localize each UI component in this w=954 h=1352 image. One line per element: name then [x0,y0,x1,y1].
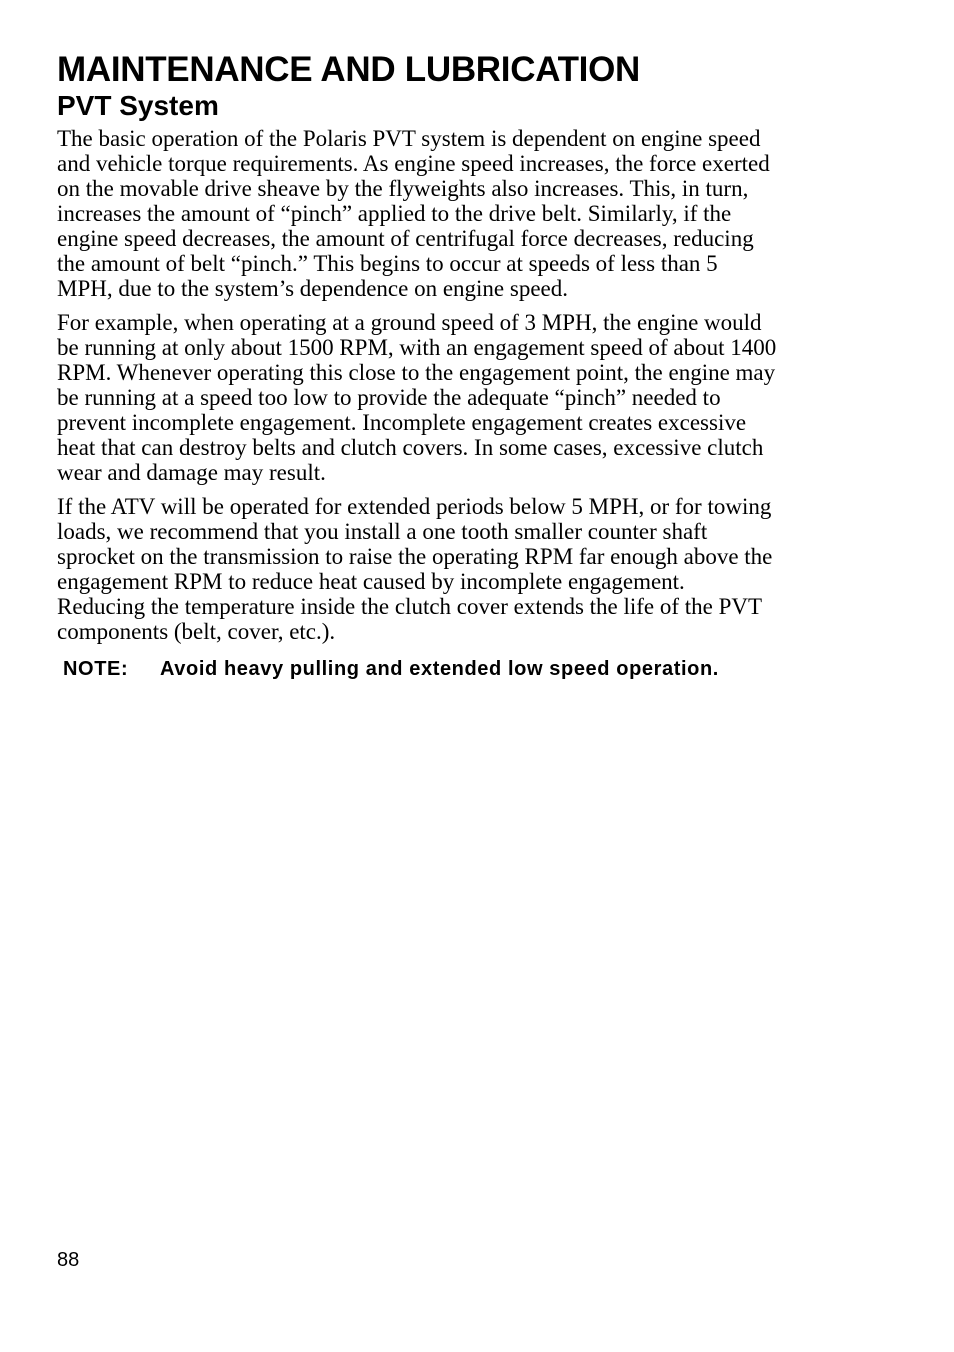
section-subtitle: PVT System [57,90,219,121]
section-title: MAINTENANCE AND LUBRICATION [57,50,640,89]
page-content [57,50,777,681]
paragraph-example: For example, when operating at a ground speed of 3 MPH, the engine would be running at only about 1500 RPM, with an engagement speed of about 1400 RPM. Whenever operating this close to the engagement point, the engine may be running at a speed too low to provide the adequate “pinch” needed to prevent incomplete engagement. Incomplete engagement creates excessive heat that can destroy belts and clutch covers. In some cases, excessive clutch wear and damage may result. [57,310,777,485]
paragraph-recommendation: If the ATV will be operated for extended periods below 5 MPH, or for towing loads, we recommend that you install a one tooth smaller counter shaft sprocket on the transmission to raise the operating RPM far enough above the engagement RPM to reduce heat caused by incomplete engagement. Reducing the temperature inside the clutch cover extends the life of the PVT components (belt, cover, etc.). [57,494,773,644]
page-number: 88 [57,1249,80,1271]
paragraph-pvt-operation: The basic operation of the Polaris PVT system is dependent on engine speed and vehicle torque requirements. As engine speed increases, the force exerted on the movable drive sheave by the flyweights also increases. This, in turn, increases the amount of “pinch” applied to the drive belt. Similarly, if the engine speed decreases, the amount of centrifugal force decreases, reducing the amount of belt “pinch.” This begins to occur at speeds of less than 5 MPH, due to the system’s dependence on engine speed. [57,126,770,301]
note-text: Avoid heavy pulling and extended low speed operation. [160,658,719,680]
note-label: NOTE: [63,658,129,680]
note-block [57,658,777,681]
